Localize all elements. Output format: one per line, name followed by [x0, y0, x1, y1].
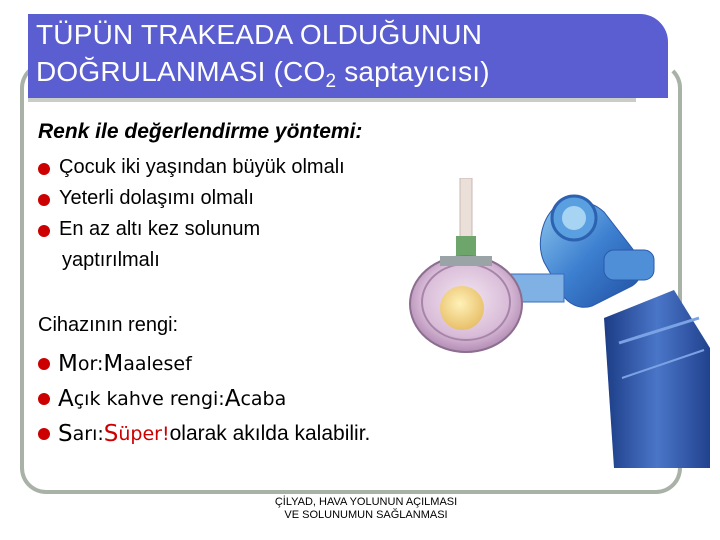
letter-m: M — [103, 350, 124, 377]
method-bullet-continuation: yaptırılmalı — [62, 249, 160, 271]
slide-footer — [258, 496, 474, 522]
color-name: or: — [77, 352, 104, 375]
mnemonic-word-emphasis: üper! — [118, 422, 170, 445]
method-heading: Renk ile değerlendirme yöntemi: — [38, 120, 363, 143]
title-line-2 — [36, 53, 656, 90]
letter-s: S — [58, 420, 73, 447]
color-name: çık kahve rengi: — [73, 387, 225, 410]
letter-s-emphasis: S — [103, 420, 119, 447]
bullet-dot-icon — [38, 225, 50, 237]
method-bullet-text: Çocuk iki yaşından büyük olmalı — [59, 156, 345, 178]
letter-a: A — [224, 385, 241, 412]
device-color-heading: Cihazının rengi: — [38, 314, 179, 336]
method-bullet-text: Yeterli dolaşımı olmalı — [59, 187, 254, 209]
letter-a: A — [58, 385, 74, 412]
title-underline — [28, 98, 636, 102]
co2-detector-image — [404, 178, 710, 468]
title-subscript: 2 — [325, 71, 337, 92]
letter-m: M — [58, 350, 78, 377]
method-bullet-text: En az altı kez solunum — [59, 218, 261, 240]
bullet-dot-icon — [38, 194, 50, 206]
footer-line-1: ÇİLYAD, HAVA YOLUNUN AÇILMASI — [274, 496, 458, 508]
title-line-2-prefix: DOĞRULANMASI (CO — [36, 56, 326, 87]
mnemonic-word: caba — [240, 387, 287, 410]
co2-detector-icon — [404, 178, 710, 468]
bullet-dot-icon — [38, 358, 50, 370]
mnemonic-word: aalesef — [123, 352, 192, 375]
footer-line-2: VE SOLUNUMUN SAĞLANMASI — [284, 509, 448, 521]
slide-title — [36, 16, 656, 90]
bullet-dot-icon — [38, 163, 50, 175]
bullet-dot-icon — [38, 393, 50, 405]
title-line-1: TÜPÜN TRAKEADA OLDUĞUNUN — [36, 19, 483, 50]
color-name: arı: — [72, 422, 104, 445]
title-line-2-suffix: saptayıcısı) — [336, 56, 490, 87]
mnemonic-tail: olarak akılda kalabilir. — [169, 421, 371, 445]
bullet-dot-icon — [38, 428, 50, 440]
